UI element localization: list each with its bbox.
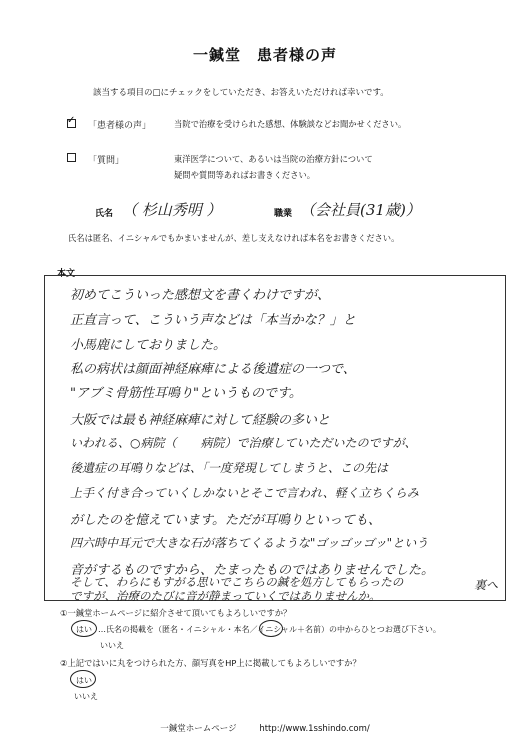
body-line: 音がするものですから、たまったものではありませんでした。 <box>70 563 435 578</box>
question-2-yes[interactable]: はい <box>76 676 92 685</box>
question-2-no[interactable]: いいえ <box>74 692 98 701</box>
name-value[interactable]: （ 杉山秀明 ） <box>122 201 222 219</box>
selection-circle <box>259 620 283 637</box>
checkbox-icon <box>67 153 76 162</box>
question-1-detail: …氏名の掲載を（匿名・イニシャル・本名／イニシャル＋名前）の中からひとつお選び下さい。 <box>98 625 441 634</box>
question-1: ①一鍼堂ホームページに紹介させて頂いてもよろしいですか？ <box>60 608 292 618</box>
anonymity-note: 氏名は匿名、イニシャルでもかまいませんが、差し支えなければ本名をお書きください。 <box>68 233 400 243</box>
body-line: 四六時中耳元で大きな石が落ちてくるような"ゴッゴッゴッ"という <box>70 536 429 550</box>
body-line: がしたのを憶えています。ただが耳鳴りといっても、 <box>70 513 381 528</box>
question-1-no[interactable]: いいえ <box>100 641 124 650</box>
intro-text: 該当する項目の□にチェックをしていただき、お答えいただければ幸いです。 <box>93 88 389 98</box>
option-voice-checkbox[interactable] <box>67 115 85 129</box>
option-question-desc-1: 東洋医学について、あるいは当院の治療方針について <box>174 154 373 164</box>
body-line: 大阪では最も神経麻痺に対して経験の多いと <box>70 413 331 428</box>
option-question-label: 「質問」 <box>88 156 125 166</box>
body-line: 後遺症の耳鳴りなどは、「一度発現してしまうと、この先は <box>70 461 389 475</box>
job-label: 職業 <box>274 209 293 219</box>
question-1-yes[interactable]: はい <box>76 625 92 634</box>
body-line: 初めてこういった感想文を書くわけですが、 <box>70 288 331 303</box>
page-title: 一鍼堂 患者様の声 <box>192 46 337 64</box>
body-line: "アブミ骨筋性耳鳴り"というものです。 <box>70 386 302 401</box>
selection-circle <box>71 620 97 637</box>
selection-circle <box>70 670 96 688</box>
footer-site-name: 一鍼堂ホームページ <box>160 724 237 734</box>
body-line: いわれる、○病院（ 病院）で治療していただいたのですが、 <box>70 436 417 450</box>
name-label: 氏名 <box>95 209 114 219</box>
option-question-checkbox[interactable] <box>67 153 77 163</box>
option-voice-desc: 当院で治療を受けられた感想、体験談などお聞かせください。 <box>174 119 407 129</box>
question-2: ②上記ではいに丸をつけられた方、顔写真をHP上に掲載してもよろしいですか？ <box>60 658 361 668</box>
body-line: 小馬鹿にしておりました。 <box>70 338 227 353</box>
body-line: そして、わらにもすがる思いでこちらの鍼を処方してもらったの <box>70 575 404 589</box>
body-line: ですが、治療のたびに音が静まっていくではありませんか。 <box>70 589 381 603</box>
body-line: 正直言って、こういう声などは「本当かな？」と <box>70 313 356 328</box>
body-line: 私の病状は顔面神経麻痺による後遺症の一つで、 <box>70 362 356 377</box>
footer-url[interactable]: http://www.1sshindo.com/ <box>259 724 370 734</box>
body-line: 上手く付き合っていくしかないとそこで言われ、軽く立ちくらみ <box>70 486 419 500</box>
continued-note: 裏へ <box>474 578 499 592</box>
option-voice-label: 「患者様の声」 <box>88 121 152 131</box>
job-value[interactable]: （会社員(31歳)） <box>300 201 421 219</box>
body-label: 本文 <box>57 269 76 279</box>
footer <box>0 722 530 734</box>
option-question-desc-2: 疑問や質問等あればお書きください。 <box>174 170 316 180</box>
checkmark-icon: ✓ <box>67 115 76 126</box>
